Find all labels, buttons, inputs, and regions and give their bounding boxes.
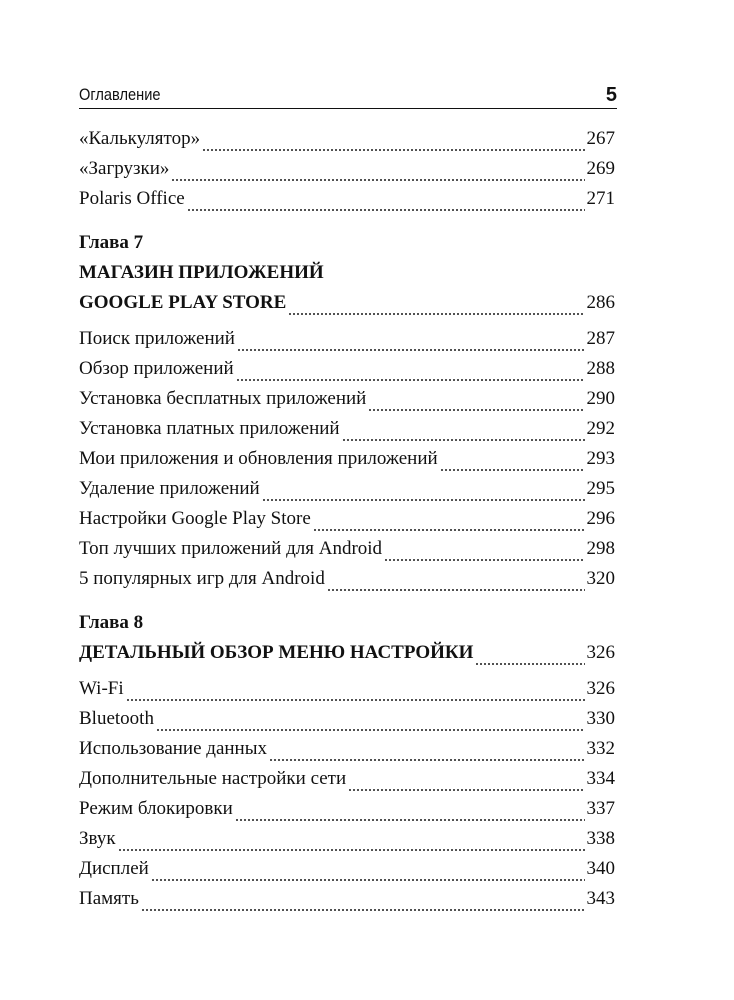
toc-entry[interactable] [79,354,615,384]
dot-leader [118,845,585,854]
dot-leader [313,525,585,534]
toc-entry-title: Память [79,888,139,909]
toc-entry-page: 337 [586,798,615,819]
toc-entry[interactable] [79,704,615,734]
toc-entry-page: 288 [586,358,615,379]
toc-entry[interactable] [79,504,615,534]
toc-entry-page: 330 [586,708,615,729]
section-spacer [79,214,615,228]
dot-leader [288,309,584,318]
dot-leader [141,905,585,914]
toc-entry[interactable] [79,534,615,564]
toc-entry-title: Дополнительные настройки сети [79,768,347,789]
toc-entry-title: Режим блокировки [79,798,233,819]
chapter-heading-entry[interactable] [79,638,615,668]
section-spacer [79,594,615,608]
toc-entry-title: Polaris Office [79,188,185,209]
toc-entry-page: 287 [586,328,615,349]
dot-leader [126,695,585,704]
toc-entry[interactable] [79,384,615,414]
dot-leader [368,405,584,414]
dot-leader [269,755,585,764]
dot-leader [348,785,584,794]
toc-entry-title: Мои приложения и обновления приложений [79,448,438,469]
toc-entry-page: 271 [586,188,615,209]
toc-entry[interactable] [79,444,615,474]
toc-entry[interactable] [79,824,615,854]
chapter-label: Глава 8 [79,612,144,633]
toc-entry-title: Звук [79,828,116,849]
toc-entry-page: 298 [586,538,615,559]
toc-entry-page: 269 [586,158,615,179]
toc-entry-title: Поиск приложений [79,328,235,349]
dot-leader [384,555,584,564]
dot-leader [171,175,584,184]
toc-entry[interactable] [79,764,615,794]
toc-entry-page: 293 [586,448,615,469]
toc-entry-page: 332 [586,738,615,759]
page-number: 5 [605,84,617,106]
toc-entry[interactable] [79,474,615,504]
chapter-page: 326 [586,642,615,663]
chapter-heading-entry[interactable] [79,288,615,318]
toc-entry[interactable] [79,794,615,824]
toc-entry-title: Топ лучших приложений для Android [79,538,383,559]
chapter-title: МАГАЗИН ПРИЛОЖЕНИЙ [79,262,324,283]
running-head-title: Оглавление [79,85,161,104]
dot-leader [236,375,585,384]
toc-entry-title: Использование данных [79,738,267,759]
toc-entry-title: 5 популярных игр для Android [79,568,325,589]
toc-entry-title: Установка бесплатных приложений [79,388,367,409]
toc-entry-page: 290 [586,388,615,409]
toc-entry[interactable] [79,854,615,884]
dot-leader [237,345,585,354]
toc-entry[interactable] [79,414,615,444]
toc-entry-page: 326 [586,678,615,699]
toc-entry[interactable] [79,674,615,704]
dot-leader [151,875,585,884]
dot-leader [327,585,585,594]
chapter-title: ДЕТАЛЬНЫЙ ОБЗОР МЕНЮ НАСТРОЙКИ [79,642,474,663]
toc-entry-title: Bluetooth [79,708,154,729]
dot-leader [475,659,584,668]
toc-entry-title: «Калькулятор» [79,128,201,149]
chapter-page: 286 [586,292,615,313]
toc-entry[interactable] [79,564,615,594]
dot-leader [440,465,585,474]
toc-entry-page: 343 [586,888,615,909]
dot-leader [235,815,585,824]
toc-entry-title: Настройки Google Play Store [79,508,311,529]
chapter-label: Глава 7 [79,232,144,253]
toc-entry-title: Установка платных приложений [79,418,340,439]
table-of-contents [79,124,615,914]
toc-entry-title: «Загрузки» [79,158,170,179]
running-head [79,84,617,109]
toc-entry[interactable] [79,884,615,914]
toc-entry-title: Дисплей [79,858,149,879]
dot-leader [262,495,585,504]
dot-leader [156,725,585,734]
toc-entry[interactable] [79,324,615,354]
chapter-title-continued: GOOGLE PLAY STORE [79,292,287,313]
dot-leader [187,205,585,214]
toc-entry[interactable] [79,154,615,184]
toc-entry-page: 334 [586,768,615,789]
toc-entry-page: 320 [586,568,615,589]
toc-entry[interactable] [79,734,615,764]
toc-entry-page: 338 [586,828,615,849]
toc-entry-page: 267 [586,128,615,149]
toc-entry-title: Обзор приложений [79,358,234,379]
toc-entry-page: 292 [586,418,615,439]
toc-entry-page: 340 [586,858,615,879]
toc-entry-title: Wi-Fi [79,678,124,699]
dot-leader [202,145,584,154]
toc-entry-page: 295 [586,478,615,499]
toc-entry-page: 296 [586,508,615,529]
toc-entry[interactable] [79,124,615,154]
toc-entry[interactable] [79,184,615,214]
dot-leader [342,435,585,444]
toc-entry-title: Удаление приложений [79,478,260,499]
